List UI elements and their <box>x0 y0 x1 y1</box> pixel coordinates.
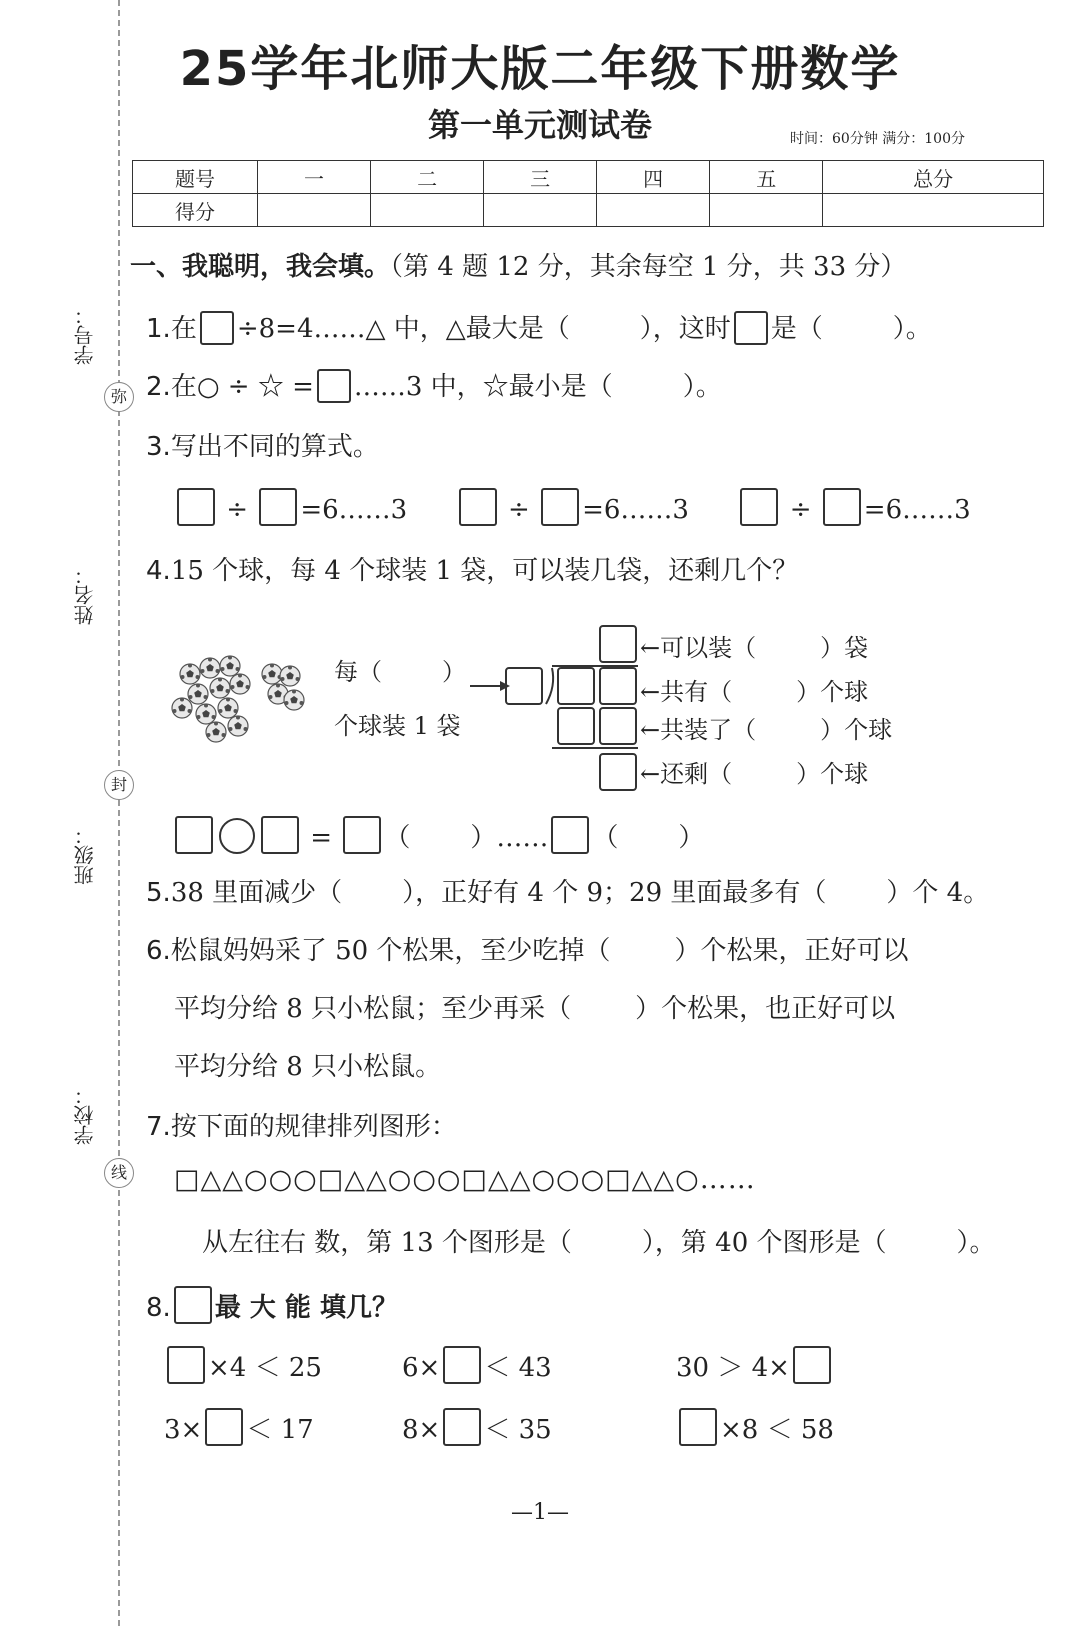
q8-e4-text-a: 3× <box>164 1415 203 1445</box>
answer-box[interactable] <box>174 1286 212 1324</box>
q8-e2-text-b: ＜ 43 <box>484 1353 552 1383</box>
exam-meta: 时间：60分钟 满分：100分 <box>790 131 965 147</box>
answer-box[interactable] <box>541 488 579 526</box>
question-number: 4. <box>146 556 171 586</box>
page-number: —1— <box>511 1500 569 1525</box>
q7-question-line <box>202 1222 996 1259</box>
q7-line-c: ）。 <box>956 1228 996 1258</box>
q8-e4-text-b: ＜ 17 <box>246 1415 314 1445</box>
question-5 <box>146 872 989 909</box>
score-header-cell: 三 <box>484 161 597 194</box>
q4-arrow3-text: ←共装了（ <box>640 716 757 744</box>
score-table <box>132 160 1044 227</box>
question-7 <box>146 1106 457 1143</box>
q4-text: 15 个球，每 4 个球装 1 袋，可以装几袋，还剩几个？ <box>170 556 799 586</box>
question-8 <box>146 1286 398 1324</box>
q8-e3-text-a: 30 ＞ 4× <box>676 1353 790 1383</box>
score-cell[interactable] <box>823 194 1044 227</box>
score-cell[interactable] <box>484 194 597 227</box>
division-sign: ÷ <box>508 495 530 525</box>
q2-text-a: 在○ ÷ ☆ = <box>170 372 314 402</box>
q6-line1-b: ）个松果，正好可以 <box>674 936 909 966</box>
q1-text-e: ）。 <box>892 314 932 344</box>
question-1 <box>146 308 932 345</box>
q1-text-b: ÷8=4……△ 中，△最大是（ <box>236 314 570 344</box>
question-4 <box>146 550 798 587</box>
q3-equations <box>174 488 971 526</box>
section-1-header <box>130 246 906 283</box>
q6-line1-a: 松鼠妈妈采了 50 个松果，至少吃掉（ <box>170 936 611 966</box>
question-number: 3. <box>146 432 171 462</box>
score-table-score-row <box>133 194 1044 227</box>
q8-expr-5 <box>402 1408 552 1446</box>
q8-text: 最 大 能 填几？ <box>214 1293 398 1323</box>
answer-box[interactable] <box>343 816 381 854</box>
score-table-header-row <box>133 161 1044 194</box>
q4-eq-paren-1-end: ）…… <box>470 823 549 853</box>
q4-arrow3-end: ）个球 <box>820 716 893 744</box>
question-2 <box>146 366 722 403</box>
question-number: 1. <box>146 314 171 344</box>
page-title: 25学年北师大版二年级下册数学 <box>179 41 901 97</box>
q4-eq-paren-1: （ <box>384 823 411 853</box>
soccer-balls-illustration <box>168 650 308 750</box>
operator-circle[interactable] <box>219 818 255 854</box>
q4-arrow-product <box>640 710 892 745</box>
seal-mi: 弥 <box>104 382 134 412</box>
q3-text: 写出不同的算式。 <box>170 432 379 462</box>
answer-box[interactable] <box>205 1408 243 1446</box>
score-cell[interactable] <box>371 194 484 227</box>
score-header-cell: 四 <box>597 161 710 194</box>
q4-eq-paren-2: （ <box>592 823 619 853</box>
q8-e2-text-a: 6× <box>402 1353 441 1383</box>
seal-xian: 线 <box>104 1158 134 1188</box>
score-cell[interactable] <box>597 194 710 227</box>
q3-result: =6……3 <box>863 495 971 525</box>
q4-label-bottom: 个球装 1 袋 <box>334 712 461 740</box>
q5-text-a: 38 里面减少（ <box>170 878 343 908</box>
q4-eq-paren-2-end: ） <box>678 823 705 853</box>
binding-line <box>118 0 120 1626</box>
q4-arrow4-end: ）个球 <box>796 760 869 788</box>
q2-text-b: ……3 中，☆最小是（ <box>353 372 613 402</box>
q8-expr-3 <box>676 1346 834 1384</box>
q4-equation <box>172 816 704 854</box>
q4-arrow2-end: ）个球 <box>796 678 869 706</box>
equals-sign: = <box>310 823 333 853</box>
q1-text-d: 是（ <box>770 314 823 344</box>
q1-text-c: ），这时 <box>639 314 731 344</box>
division-sign: ÷ <box>226 495 249 525</box>
q6-line2-a: 平均分给 8 只小松鼠；至少再采（ <box>174 994 572 1024</box>
q4-arrow-remainder <box>640 754 868 789</box>
q4-arrow4-text: ←还剩（ <box>640 760 733 788</box>
q7-line-a: 从左往右 数，第 13 个图形是（ <box>202 1228 572 1258</box>
answer-box[interactable] <box>459 488 497 526</box>
question-6 <box>146 930 908 967</box>
q3-result: =6……3 <box>582 495 689 525</box>
q8-expr-6 <box>676 1408 834 1446</box>
q4-label-top-end: ） <box>442 658 466 686</box>
score-row-label: 得分 <box>133 194 258 227</box>
answer-box[interactable] <box>167 1346 205 1384</box>
q7-text: 按下面的规律排列图形： <box>170 1112 457 1142</box>
q4-label-top-start: 每（ <box>334 658 382 686</box>
question-number: 8. <box>146 1293 171 1323</box>
answer-box[interactable] <box>793 1346 831 1384</box>
answer-box[interactable] <box>259 488 297 526</box>
answer-box[interactable] <box>679 1408 717 1446</box>
question-number: 7. <box>146 1112 171 1142</box>
q1-text-a: 在 <box>170 314 197 344</box>
score-header-cell: 五 <box>710 161 823 194</box>
answer-box[interactable] <box>261 816 299 854</box>
answer-box[interactable] <box>443 1408 481 1446</box>
score-header-cell: 一 <box>258 161 371 194</box>
question-number: 6. <box>146 936 171 966</box>
q5-text-c: ）个 4。 <box>886 878 990 908</box>
question-3 <box>146 426 379 463</box>
q7-line-b: ），第 40 个图形是（ <box>641 1228 887 1258</box>
section-1-note: （第 4 题 12 分，其余每空 1 分，共 33 分） <box>390 252 907 282</box>
q8-expr-4 <box>164 1408 314 1446</box>
answer-box[interactable] <box>823 488 861 526</box>
q8-e5-text-a: 8× <box>402 1415 441 1445</box>
page-subtitle: 第一单元测试卷 <box>427 106 652 144</box>
answer-box[interactable] <box>175 816 213 854</box>
shape-pattern: □△△○○○□△△○○○□△△○○○□△△○…… <box>174 1164 756 1195</box>
answer-box[interactable] <box>177 488 215 526</box>
seal-feng: 封 <box>104 770 134 800</box>
score-cell[interactable] <box>710 194 823 227</box>
q6-line-3: 平均分给 8 只小松鼠。 <box>174 1052 442 1082</box>
q4-arrow-quotient <box>640 628 868 663</box>
answer-box[interactable] <box>740 488 778 526</box>
answer-box[interactable] <box>200 311 234 345</box>
name-label: 姓名： <box>73 565 97 625</box>
score-header-cell: 二 <box>371 161 484 194</box>
q4-arrow2-text: ←共有（ <box>640 678 733 706</box>
class-label: 班级： <box>73 825 97 885</box>
question-number: 5. <box>146 878 171 908</box>
answer-box[interactable] <box>734 311 768 345</box>
q8-expr-2 <box>402 1346 552 1384</box>
q6-line-2 <box>174 988 895 1025</box>
answer-box[interactable] <box>317 369 351 403</box>
answer-box[interactable] <box>551 816 589 854</box>
q4-label-top <box>334 652 466 687</box>
q8-e1-text: ×4 ＜ 25 <box>208 1353 322 1383</box>
q4-arrow1-text: ←可以装（ <box>640 634 757 662</box>
q2-text-c: ）。 <box>682 372 722 402</box>
q8-expr-1 <box>164 1346 322 1384</box>
q4-arrow1-end: ）袋 <box>820 634 869 662</box>
section-1-title: 一、我聪明，我会填。 <box>130 252 391 282</box>
q5-text-b: ），正好有 4 个 9；29 里面最多有（ <box>402 878 827 908</box>
score-header-cell: 题号 <box>133 161 258 194</box>
school-label: 学校： <box>73 1085 97 1145</box>
q6-line2-b: ）个松果，也正好可以 <box>635 994 896 1024</box>
q4-arrow-dividend <box>640 672 868 707</box>
q8-e5-text-b: ＜ 35 <box>484 1415 552 1445</box>
answer-box[interactable] <box>443 1346 481 1384</box>
score-header-cell: 总分 <box>823 161 1044 194</box>
q3-result: =6……3 <box>300 495 408 525</box>
question-number: 2. <box>146 372 171 402</box>
score-cell[interactable] <box>258 194 371 227</box>
q8-e6-text: ×8 ＜ 58 <box>720 1415 834 1445</box>
student-id-label: 学号： <box>73 305 97 365</box>
division-sign: ÷ <box>789 495 812 525</box>
